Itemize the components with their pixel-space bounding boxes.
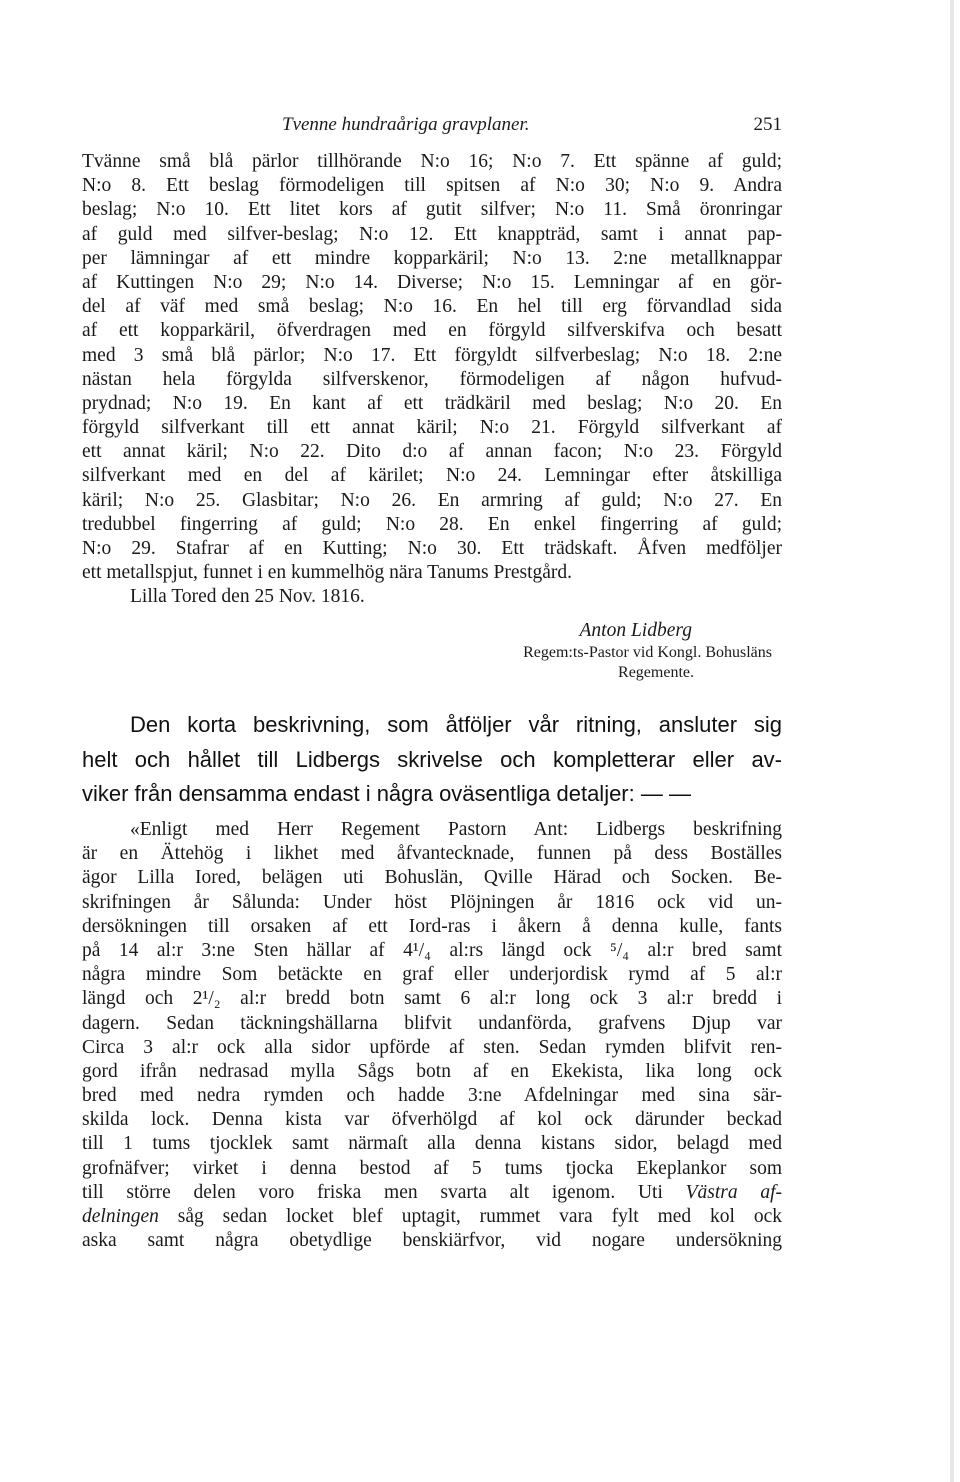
quote-line: gord ifrån nedrasad mylla Sågs botn af en Ekekista, lika long ock <box>82 1060 782 1082</box>
text-line: Tvänne små blå pärlor tillhörande N:o 16; N:o 7. Ett spänne af guld; <box>82 151 782 172</box>
text-line: beslag; N:o 10. Ett litet kors af gutit silfver; N:o 11. Små öronringar <box>82 199 782 221</box>
text-line: käril; N:o 25. Glasbitar; N:o 26. En armring af guld; N:o 27. En <box>82 489 782 511</box>
text-line: silfverkant med en del af kärilet; N:o 24. Lemningar efter åtskilliga <box>82 465 782 487</box>
text-line: N:o 8. Ett beslag förmodeligen till spitsen af N:o 30; N:o 9. Andra <box>82 175 782 197</box>
text-line: af Kuttingen N:o 29; N:o 14. Diverse; N:o 15. Lemningar af en gör- <box>82 271 782 293</box>
text-line: nästan hela förgylda silfverskenor, förmodeligen af någon hufvud- <box>82 368 782 390</box>
quote-line: aska samt några obetydlige benskiärfvor, vid nogare undersökning <box>82 1230 782 1252</box>
commentary-line: viker från densamma endast i några oväsentliga detaljer: — — <box>82 781 691 806</box>
running-title: Tvenne hundraåriga gravplaner. <box>282 114 530 135</box>
quote-line: «Enligt med Herr Regement Pastorn Ant: Lidbergs beskrifning <box>130 819 782 840</box>
quote-line: längd och 2¹/₂ al:r bredd botn samt 6 al:r long ock 3 al:r bredd i <box>82 988 782 1010</box>
signature-name: Anton Lidberg <box>579 620 692 641</box>
text-line: med 3 små blå pärlor; N:o 17. Ett förgyldt silfverbeslag; N:o 18. 2:ne <box>82 344 782 366</box>
text-line: N:o 29. Stafrar af en Kutting; N:o 30. Ett trädskaft. Åfven medföljer <box>82 538 782 559</box>
quote-line: till 1 tums tjocklek samt närmaſt alla denna kistans sidor, belagd med <box>82 1133 782 1155</box>
signature-title: Regem:ts-Pastor vid Kongl. Bohusläns <box>523 644 772 661</box>
quote-line: skilda lock. Denna kista var öfverhölgd af kol ock därunder beckad <box>82 1109 782 1131</box>
quote-line-with-emphasis <box>82 1205 782 1229</box>
text-line: af ett kopparkäril, öfverdragen med en förgyld silfverskifva och besatt <box>82 320 782 342</box>
quote-line: dagern. Sedan täckningshällarna blifvit undanförda, grafvens Djup var <box>82 1012 782 1034</box>
scan-edge <box>950 0 954 1482</box>
signature-title-continued: Regemente. <box>618 664 694 681</box>
quote-line: bred med nedra rymden och hadde 3:ne Afdelningar med sina sär- <box>82 1085 782 1107</box>
quote-line-with-emphasis <box>82 1181 782 1205</box>
quote-line: Circa 3 al:r ock alla sidor upförde af sten. Sedan rymden blifvit ren- <box>82 1036 782 1058</box>
commentary-paragraph <box>82 708 782 812</box>
dateline: Lilla Tored den 25 Nov. 1816. <box>130 586 365 608</box>
quote-line: några mindre Som betäckte en graf eller underjordisk rymd af 5 al:r <box>82 964 782 986</box>
quote-line: på 14 al:r 3:ne Sten hällar af 4¹/₄ al:rs längd ock ⁵/₄ al:r bred samt <box>82 939 782 961</box>
page-number: 251 <box>753 114 782 135</box>
running-head <box>82 114 782 140</box>
text-line: prydnad; N:o 19. En kant af ett trädkäril med beslag; N:o 20. En <box>82 392 782 414</box>
text-line: del af väf med små beslag; N:o 16. En hel till erg förvandlad sida <box>82 296 782 318</box>
quote-line: ägor Lilla Iored, belägen uti Bohuslän, Qville Härad och Socken. Be- <box>82 867 782 889</box>
quoted-description <box>82 818 782 1253</box>
quote-line: är en Ättehög i likhet med åfvantecknade, funnen på dess Boställes <box>82 843 782 865</box>
text-line: per lämningar af ett mindre kopparkäril; N:o 13. 2:ne metallknappar <box>82 247 782 269</box>
quote-line: grofnäfver; virket i denna bestod af 5 tums tjocka Ekeplankor som <box>82 1157 782 1179</box>
text-line: tredubbel fingerring af guld; N:o 28. En enkel fingerring af guld; <box>82 513 782 535</box>
quote-line: dersökningen till orsaken af ett Iord-ras i åkern å denna kulle, fants <box>82 915 782 937</box>
text-line: förgyld silfverkant till ett annat käril; N:o 21. Förgyld silfverkant af <box>82 417 782 439</box>
quote-line-text: såg sedan locket blef uptagit, rummet vara fylt med kol ock <box>177 1206 782 1227</box>
emphasis-text: Västra af- <box>685 1181 783 1203</box>
commentary-line: helt och hållet till Lidbergs skrivelse och kompletterar eller av- <box>82 746 782 772</box>
emphasis-text: delningen <box>82 1206 159 1227</box>
text-line: ett metallspjut, funnet i en kummelhög nära Tanums Prestgård. <box>82 562 573 584</box>
text-line: ett annat käril; N:o 22. Dito d:o af annan facon; N:o 23. Förgyld <box>82 441 782 463</box>
quote-line: skrifningen år Sålunda: Under höst Plöjningen år 1816 ock vid un- <box>82 891 782 913</box>
commentary-line: Den korta beskrivning, som åtföljer vår ritning, ansluter sig <box>130 712 782 737</box>
inventory-list-text <box>82 150 782 610</box>
text-line: af guld med silfver-beslag; N:o 12. Ett knappträd, samt i annat pap- <box>82 223 782 245</box>
quote-line-text: till större delen voro friska men svarta alt igenom. Uti <box>82 1181 663 1203</box>
